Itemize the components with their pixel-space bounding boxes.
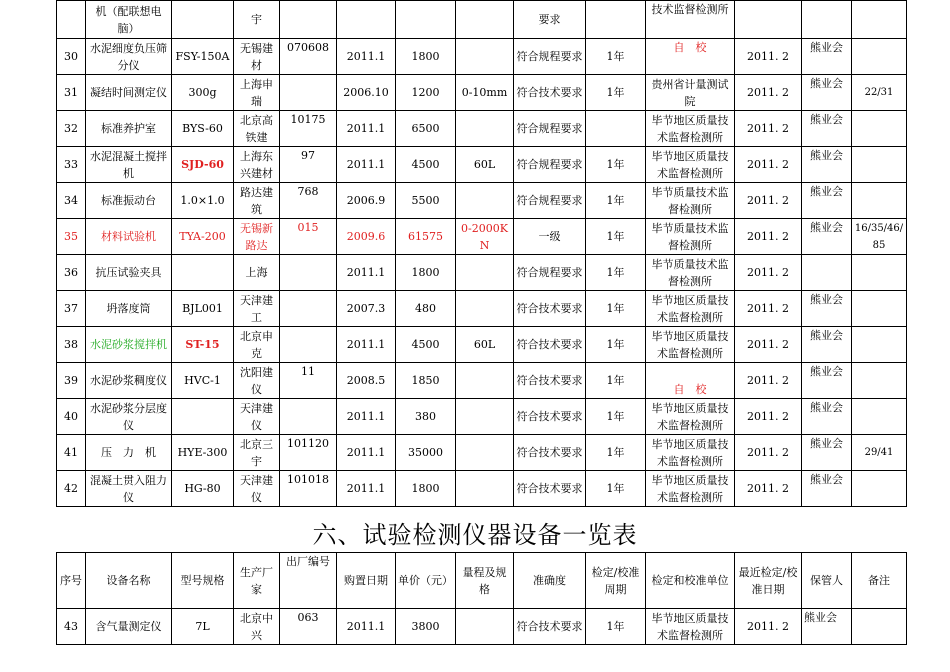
cell-no: 41: [57, 435, 86, 471]
cell-name: 水泥砂浆稠度仪: [86, 363, 172, 399]
cell-serial: 768: [280, 183, 337, 219]
table-row: [57, 363, 907, 399]
cell-purchase: 2011.1: [337, 399, 396, 435]
header-unit: 检定和校准单位: [646, 553, 735, 609]
header-name: 设备名称: [86, 553, 172, 609]
cell-manufacturer: 上海申瑞: [234, 75, 280, 111]
cell-name: 凝结时间测定仪: [86, 75, 172, 111]
cell-keeper: 熊业会: [802, 435, 852, 471]
cell-name: 标准养护室: [86, 111, 172, 147]
cell-purchase: 2011.1: [337, 39, 396, 75]
cell-manufacturer: 北京申克: [234, 327, 280, 363]
cell-name: 坍落度筒: [86, 291, 172, 327]
cell-no: 42: [57, 471, 86, 507]
cell-range: 60L: [456, 327, 514, 363]
cell-range: [456, 363, 514, 399]
cell-note: 16/35/46/85: [852, 219, 907, 255]
cell-unit: 技术监督检测所: [646, 1, 735, 39]
cell-note: 22/31: [852, 75, 907, 111]
cell-no: 43: [57, 609, 86, 645]
cell-name: 水泥细度负压筛分仪: [86, 39, 172, 75]
cell-name: 水泥砂浆分层度仪: [86, 399, 172, 435]
header-accuracy: 准确度: [514, 553, 586, 609]
cell-keeper: [802, 255, 852, 291]
cell-unit: 毕节地区质量技术监督检测所: [646, 327, 735, 363]
cell-no: 40: [57, 399, 86, 435]
equipment-table-continued: [56, 0, 907, 507]
cell-unit: 毕节质量技术监督检测所: [646, 219, 735, 255]
cell-recent: 2011. 2: [735, 183, 802, 219]
header-recent: 最近检定/校准日期: [735, 553, 802, 609]
cell-note: [852, 471, 907, 507]
cell-price: 1800: [396, 39, 456, 75]
cell-keeper: 熊业会: [802, 291, 852, 327]
header-keeper: 保管人: [802, 553, 852, 609]
cell-model: ST-15: [172, 327, 234, 363]
cell-unit: 毕节地区质量技术监督检测所: [646, 291, 735, 327]
cell-name: 材料试验机: [86, 219, 172, 255]
table-row: [57, 291, 907, 327]
cell-manufacturer: 天津建仪: [234, 471, 280, 507]
equipment-table: [56, 552, 907, 645]
cell-no: 34: [57, 183, 86, 219]
header-serial: 出厂编号: [280, 553, 337, 609]
cell-note: [852, 291, 907, 327]
cell-manufacturer: 上海: [234, 255, 280, 291]
cell-price: 4500: [396, 327, 456, 363]
cell-manufacturer: 路达建筑: [234, 183, 280, 219]
table-row: [57, 75, 907, 111]
cell-purchase: 2011.1: [337, 435, 396, 471]
cell-recent: 2011. 2: [735, 471, 802, 507]
cell-accuracy: 符合技术要求: [514, 471, 586, 507]
cell-keeper: 熊业会: [802, 399, 852, 435]
header-manufacturer: 生产厂家: [234, 553, 280, 609]
cell-name: 压 力 机: [86, 435, 172, 471]
cell-keeper: 熊业会: [802, 75, 852, 111]
cell-keeper: 熊业会: [802, 39, 852, 75]
table-row: [57, 147, 907, 183]
cell-range: [456, 291, 514, 327]
cell-serial: 101018: [280, 471, 337, 507]
cell-manufacturer: 北京高铁建: [234, 111, 280, 147]
cell-no: 31: [57, 75, 86, 111]
cell-accuracy: 符合技术要求: [514, 609, 586, 645]
cell-model: [172, 399, 234, 435]
cell-manufacturer: 宇: [234, 1, 280, 39]
cell-purchase: 2006.9: [337, 183, 396, 219]
cell-serial: 063: [280, 609, 337, 645]
cell-accuracy: 符合技术要求: [514, 363, 586, 399]
cell-serial: 11: [280, 363, 337, 399]
cell-unit: 毕节地区质量技术监督检测所: [646, 111, 735, 147]
cell-period: 1年: [586, 399, 646, 435]
cell-purchase: 2011.1: [337, 147, 396, 183]
cell-no: 39: [57, 363, 86, 399]
table-header: [57, 553, 907, 609]
cell-keeper: 熊业会: [802, 183, 852, 219]
cell-purchase: 2011.1: [337, 111, 396, 147]
table-row: [57, 255, 907, 291]
cell-accuracy: 符合技术要求: [514, 435, 586, 471]
cell-keeper: 熊业会: [802, 609, 852, 645]
section-title: 六、试验检测仪器设备一览表: [312, 521, 638, 549]
cell-name: 抗压试验夹具: [86, 255, 172, 291]
cell-range: 0-10mm: [456, 75, 514, 111]
cell-note: 29/41: [852, 435, 907, 471]
cell-model: BJL001: [172, 291, 234, 327]
cell-price: 1800: [396, 255, 456, 291]
cell-recent: 2011. 2: [735, 75, 802, 111]
cell-model: FSY-150A: [172, 39, 234, 75]
cell-purchase: 2006.10: [337, 75, 396, 111]
cell-recent: 2011. 2: [735, 363, 802, 399]
cell-accuracy: 符合规程要求: [514, 183, 586, 219]
cell-accuracy: 符合技术要求: [514, 327, 586, 363]
cell-range: [456, 471, 514, 507]
cell-serial: [280, 291, 337, 327]
cell-accuracy: 要求: [514, 1, 586, 39]
cell-manufacturer: 上海东兴建材: [234, 147, 280, 183]
cell-model: HYE-300: [172, 435, 234, 471]
cell-note: [852, 147, 907, 183]
cell-price: 61575: [396, 219, 456, 255]
table-row: [57, 435, 907, 471]
cell-serial: [280, 255, 337, 291]
cell-model: 7L: [172, 609, 234, 645]
cell-serial: [280, 399, 337, 435]
cell-no: 36: [57, 255, 86, 291]
cell-recent: 2011. 2: [735, 255, 802, 291]
cell-keeper: 熊业会: [802, 219, 852, 255]
cell-no: 38: [57, 327, 86, 363]
cell-period: 1年: [586, 75, 646, 111]
cell-model: HG-80: [172, 471, 234, 507]
cell-manufacturer: 无锡建材: [234, 39, 280, 75]
cell-price: 380: [396, 399, 456, 435]
cell-unit: 毕节地区质量技术监督检测所: [646, 435, 735, 471]
cell-period: 1年: [586, 147, 646, 183]
cell-name: 含气量测定仪: [86, 609, 172, 645]
cell-recent: 2011. 2: [735, 219, 802, 255]
header-purchase: 购置日期: [337, 553, 396, 609]
table-row: [57, 111, 907, 147]
table-row: [57, 471, 907, 507]
cell-recent: 2011. 2: [735, 111, 802, 147]
header-range: 量程及规格: [456, 553, 514, 609]
cell-no: 33: [57, 147, 86, 183]
cell-serial: [280, 327, 337, 363]
cell-no: 32: [57, 111, 86, 147]
cell-unit: 毕节地区质量技术监督检测所: [646, 609, 735, 645]
cell-price: 1200: [396, 75, 456, 111]
cell-accuracy: 一级: [514, 219, 586, 255]
cell-period: 1年: [586, 183, 646, 219]
cell-unit: 自 校: [646, 363, 735, 399]
table-row: [57, 399, 907, 435]
cell-period: 1年: [586, 471, 646, 507]
cell-period: 1年: [586, 219, 646, 255]
cell-unit: 贵州省计量测试院: [646, 75, 735, 111]
cell-price: 5500: [396, 183, 456, 219]
header-model: 型号规格: [172, 553, 234, 609]
cell-manufacturer: 天津建仪: [234, 399, 280, 435]
cell-recent: 2011. 2: [735, 291, 802, 327]
cell-note: [852, 609, 907, 645]
cell-accuracy: 符合规程要求: [514, 147, 586, 183]
cell-period: 1年: [586, 435, 646, 471]
cell-purchase: 2011.1: [337, 609, 396, 645]
cell-period: 1年: [586, 363, 646, 399]
cell-serial: 070608: [280, 39, 337, 75]
cell-purchase: 2011.1: [337, 471, 396, 507]
cell-range: [456, 255, 514, 291]
cell-name: 水泥混凝土搅拌机: [86, 147, 172, 183]
cell-price: 35000: [396, 435, 456, 471]
cell-accuracy: 符合技术要求: [514, 399, 586, 435]
cell-keeper: 熊业会: [802, 471, 852, 507]
cell-note: [852, 327, 907, 363]
cell-keeper: 熊业会: [802, 327, 852, 363]
table-row: [57, 39, 907, 75]
cell-model: TYA-200: [172, 219, 234, 255]
cell-recent: 2011. 2: [735, 399, 802, 435]
cell-serial: 10175: [280, 111, 337, 147]
cell-model: [172, 255, 234, 291]
cell-keeper: 熊业会: [802, 111, 852, 147]
cell-period: [586, 111, 646, 147]
table-row: [57, 1, 907, 39]
cell-range: [456, 183, 514, 219]
cell-keeper: 熊业会: [802, 363, 852, 399]
cell-name: 机（配联想电脑）: [86, 1, 172, 39]
cell-no: 35: [57, 219, 86, 255]
cell-manufacturer: 北京三宇: [234, 435, 280, 471]
cell-unit: 毕节质量技术监督检测所: [646, 255, 735, 291]
cell-recent: 2011. 2: [735, 39, 802, 75]
cell-period: 1年: [586, 327, 646, 363]
cell-period: 1年: [586, 609, 646, 645]
cell-period: 1年: [586, 255, 646, 291]
header-price: 单价（元）: [396, 553, 456, 609]
cell-model: 300g: [172, 75, 234, 111]
cell-no: 30: [57, 39, 86, 75]
cell-range: 60L: [456, 147, 514, 183]
cell-serial: [280, 75, 337, 111]
cell-price: 3800: [396, 609, 456, 645]
cell-range: [456, 609, 514, 645]
cell-model: HVC-1: [172, 363, 234, 399]
cell-no: 37: [57, 291, 86, 327]
cell-price: 480: [396, 291, 456, 327]
cell-purchase: 2007.3: [337, 291, 396, 327]
cell-recent: 2011. 2: [735, 327, 802, 363]
cell-price: 1800: [396, 471, 456, 507]
cell-note: [852, 183, 907, 219]
cell-price: 4500: [396, 147, 456, 183]
cell-purchase: 2008.5: [337, 363, 396, 399]
cell-period: 1年: [586, 39, 646, 75]
cell-purchase: 2009.6: [337, 219, 396, 255]
cell-unit: 自 校: [646, 39, 735, 75]
cell-manufacturer: 天津建工: [234, 291, 280, 327]
cell-recent: 2011. 2: [735, 147, 802, 183]
cell-note: [852, 255, 907, 291]
cell-note: [852, 39, 907, 75]
cell-period: 1年: [586, 291, 646, 327]
table-row: [57, 609, 907, 645]
cell-unit: 毕节质量技术监督检测所: [646, 183, 735, 219]
table-row: [57, 327, 907, 363]
cell-range: [456, 399, 514, 435]
cell-range: [456, 111, 514, 147]
cell-range: [456, 39, 514, 75]
cell-purchase: 2011.1: [337, 255, 396, 291]
cell-price: 1850: [396, 363, 456, 399]
cell-purchase: 2011.1: [337, 327, 396, 363]
cell-model: BYS-60: [172, 111, 234, 147]
cell-name: 标准振动台: [86, 183, 172, 219]
cell-model: 1.0×1.0: [172, 183, 234, 219]
cell-manufacturer: 无锡新路达: [234, 219, 280, 255]
cell-name: 水泥砂浆搅拌机: [86, 327, 172, 363]
cell-accuracy: 符合技术要求: [514, 75, 586, 111]
cell-serial: 015: [280, 219, 337, 255]
header-period: 检定/校准周期: [586, 553, 646, 609]
cell-unit: 毕节地区质量技术监督检测所: [646, 471, 735, 507]
cell-price: 6500: [396, 111, 456, 147]
cell-serial: 97: [280, 147, 337, 183]
cell-accuracy: 符合规程要求: [514, 255, 586, 291]
cell-serial: 101120: [280, 435, 337, 471]
cell-unit: 毕节地区质量技术监督检测所: [646, 399, 735, 435]
cell-manufacturer: 北京中兴: [234, 609, 280, 645]
table-body: [57, 39, 907, 507]
cell-manufacturer: 沈阳建仪: [234, 363, 280, 399]
cell-note: [852, 363, 907, 399]
cell-range: [456, 435, 514, 471]
cell-note: [852, 399, 907, 435]
cell-accuracy: 符合规程要求: [514, 39, 586, 75]
cell-recent: 2011. 2: [735, 435, 802, 471]
table-row: [57, 183, 907, 219]
table-row: [57, 219, 907, 255]
header-no: 序号: [57, 553, 86, 609]
cell-accuracy: 符合规程要求: [514, 111, 586, 147]
cell-unit: 毕节地区质量技术监督检测所: [646, 147, 735, 183]
cell-recent: 2011. 2: [735, 609, 802, 645]
cell-name: 混凝土贯入阻力仪: [86, 471, 172, 507]
cell-accuracy: 符合技术要求: [514, 291, 586, 327]
cell-note: [852, 111, 907, 147]
cell-model: SJD-60: [172, 147, 234, 183]
cell-range: 0-2000KN: [456, 219, 514, 255]
header-note: 备注: [852, 553, 907, 609]
cell-keeper: 熊业会: [802, 147, 852, 183]
